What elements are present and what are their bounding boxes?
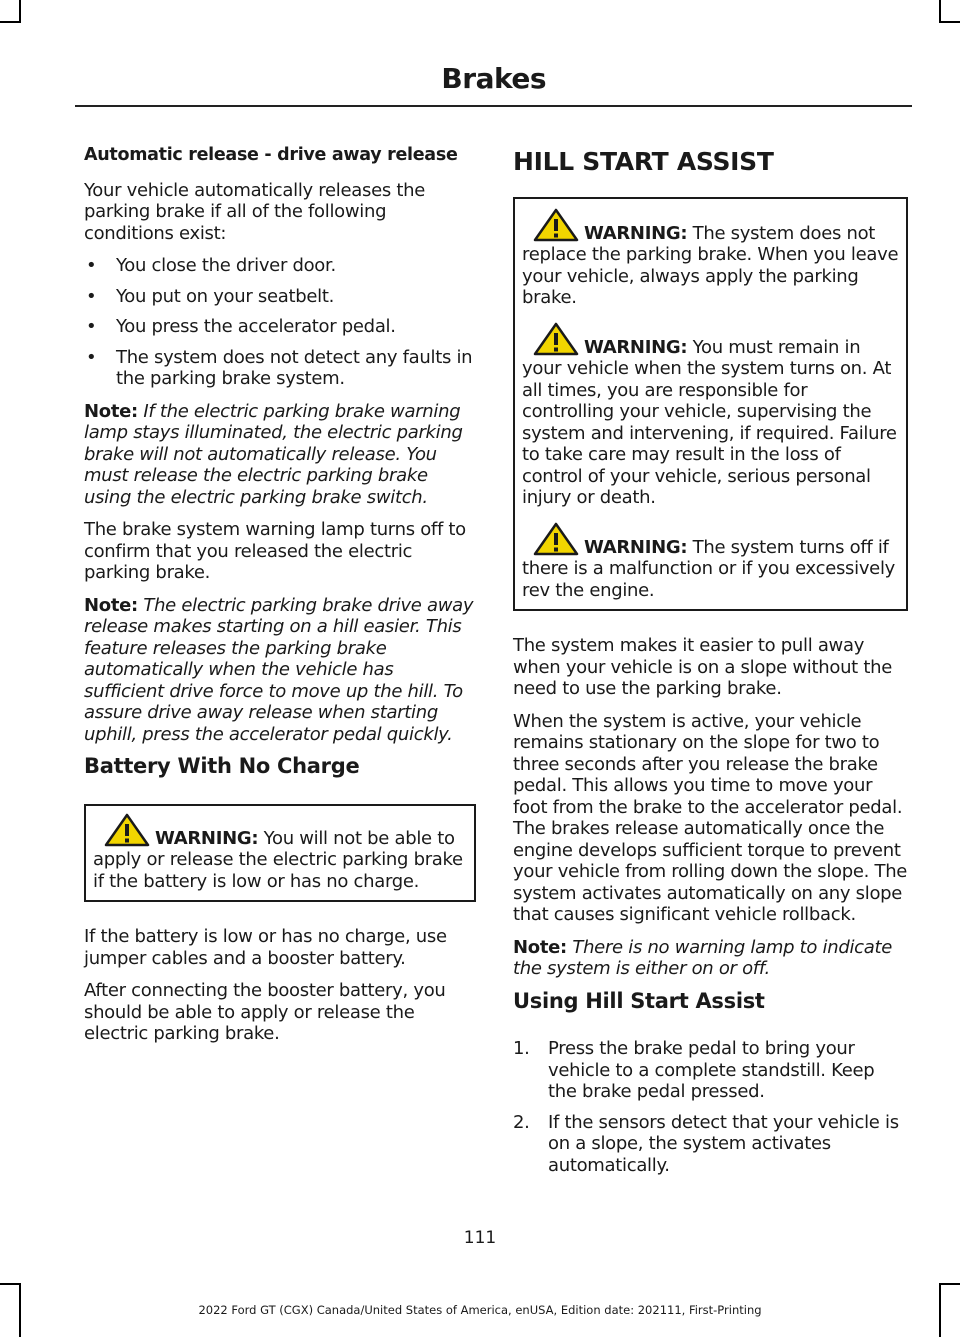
- crop-mark: [939, 21, 960, 23]
- warning-item: WARNING: The system does not replace the parking brake. When you leave your vehicle, always apply the parking brake.: [522, 207, 900, 309]
- bullet-icon: •: [86, 346, 97, 368]
- page-header-title: Brakes: [441, 62, 546, 95]
- system-active-paragraph: When the system is active, your vehicle remains stationary on the slope for two to three seconds after you release the brake pedal. This allows you time to move your foot from the brake to the accelerator pedal. The brakes release automatically once the engine develops sufficient torque to prevent your vehicle from rolling down the slope. The system activates automatically on any slope that causes significant vehicle rollback.: [513, 710, 908, 925]
- section-heading-using-hill-start: Using Hill Start Assist: [513, 988, 765, 1013]
- warning-triangle-icon: [103, 812, 151, 848]
- conditions-list: [84, 255, 476, 390]
- note-lamp-illuminated: Note: If the electric parking brake warning lamp stays illuminated, the electric parking brake will not automatically release. You must release the electric parking brake using the electric parking brake switch.: [84, 400, 463, 508]
- list-item: • You press the accelerator pedal.: [86, 316, 396, 337]
- warning-item: WARNING: You must remain in your vehicle when the system turns on. At all times, you are responsible for controlling your vehicle, supervising the system and intervening, if required. Failure to take care may result in the loss of control of your vehicle, serious personal injury or death.: [522, 321, 900, 509]
- warning-triangle-icon: [532, 521, 580, 557]
- note-no-warning-lamp: Note: There is no warning lamp to indicate the system is either on or off.: [513, 936, 893, 979]
- crop-mark: [0, 21, 21, 23]
- bullet-icon: •: [86, 255, 97, 276]
- bullet-icon: •: [86, 316, 97, 337]
- list-item: 1. Press the brake pedal to bring your vehicle to a complete standstill. Keep the brake pedal pressed.: [513, 1038, 875, 1102]
- warning-box-battery: [84, 804, 476, 903]
- section-heading-hill-start-assist: HILL START ASSIST: [513, 147, 774, 176]
- crop-mark: [19, 0, 21, 22]
- crop-mark: [0, 1283, 21, 1285]
- list-item: • The system does not detect any faults in the parking brake system.: [86, 346, 473, 389]
- subheading-drive-away-release: Automatic release - drive away release: [84, 145, 458, 165]
- pull-away-paragraph: The system makes it easier to pull away when your vehicle is on a slope without the need to use the parking brake.: [513, 635, 892, 699]
- warning-box-hill-start: [513, 197, 908, 612]
- bullet-icon: •: [86, 285, 97, 307]
- page-number: 111: [463, 1228, 497, 1248]
- edition-footer: 2022 Ford GT (CGX) Canada/United States of America, enUSA, Edition date: 202111, First-Printing: [198, 1303, 762, 1317]
- booster-battery-paragraph: After connecting the booster battery, you should be able to apply or release the electric parking brake.: [84, 980, 446, 1044]
- warning-item: WARNING: The system turns off if there is a malfunction or if you excessively rev the engine.: [522, 521, 900, 602]
- list-item: • You close the driver door.: [86, 255, 336, 276]
- lamp-off-paragraph: The brake system warning lamp turns off to confirm that you released the electric parking brake.: [84, 519, 466, 583]
- steps-list: [513, 1038, 908, 1176]
- list-item: 2. If the sensors detect that your vehicle is on a slope, the system activates automatically.: [513, 1111, 899, 1176]
- list-item: • You put on your seatbelt.: [86, 285, 335, 307]
- right-column: [513, 145, 908, 1185]
- note-drive-away: Note: The electric parking brake drive away release makes starting on a hill easier. This feature releases the parking brake automatically when the vehicle has sufficient drive force to move up the hill. To assure drive away release when starting uphill, press the accelerator pedal quickly.: [84, 594, 474, 745]
- left-column: [84, 145, 476, 1056]
- warning-triangle-icon: [532, 321, 580, 357]
- section-heading-battery: Battery With No Charge: [84, 754, 360, 778]
- warning-item: WARNING: You will not be able to apply or release the electric parking brake if the battery is low or has no charge.: [93, 812, 468, 893]
- jumper-cables-paragraph: If the battery is low or has no charge, use jumper cables and a booster battery.: [84, 926, 447, 969]
- header-divider: [75, 105, 912, 107]
- warning-triangle-icon: [532, 207, 580, 243]
- crop-mark: [939, 0, 941, 22]
- crop-mark: [939, 1283, 960, 1285]
- intro-paragraph: Your vehicle automatically releases the parking brake if all of the following conditions exist:: [84, 179, 425, 244]
